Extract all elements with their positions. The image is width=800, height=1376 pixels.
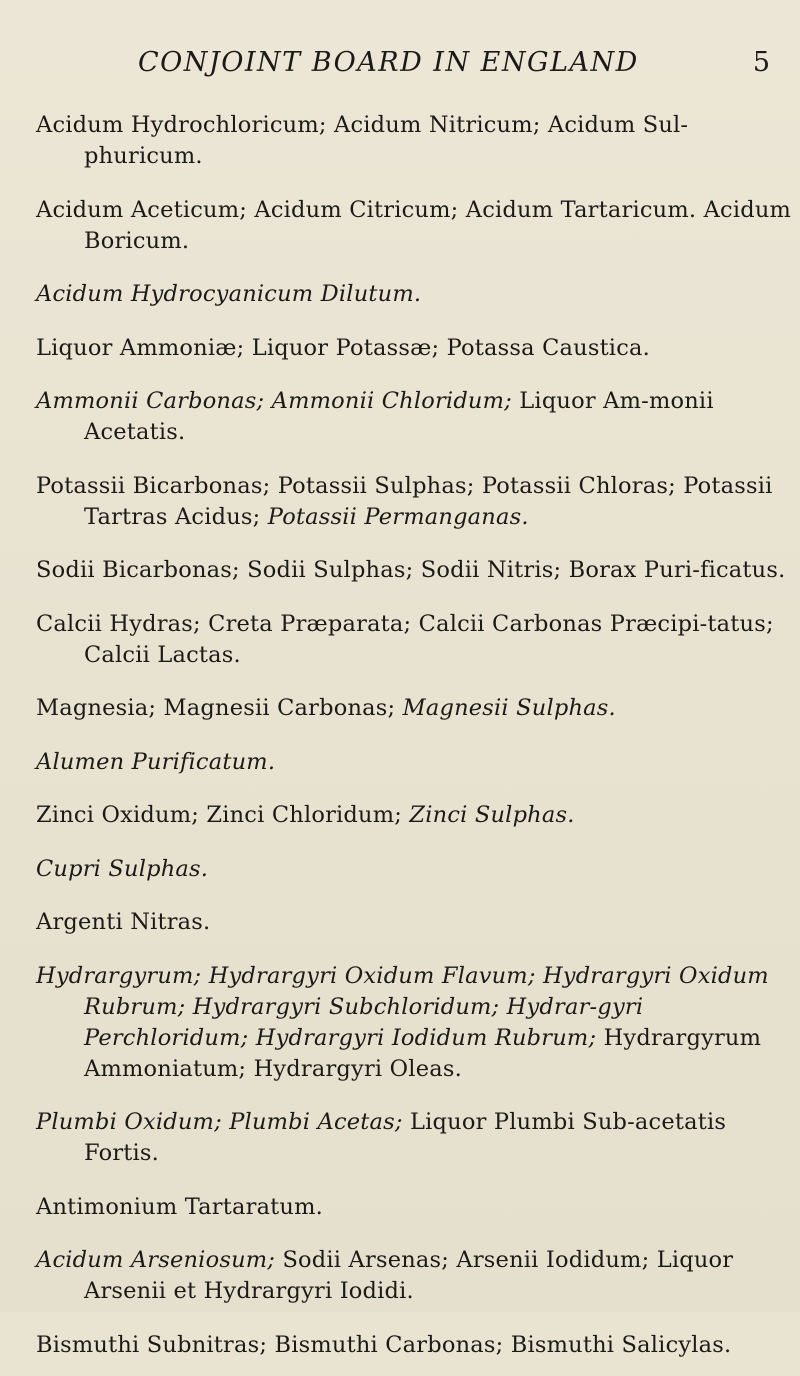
list-entry [36, 1245, 796, 1307]
entry-text: Magnesii Sulphas. [402, 695, 616, 721]
entry-text: Liquor Ammoniæ; Liquor Potassæ; Potassa Caustica. [36, 334, 650, 361]
entry-text: Plumbi Oxidum; Plumbi Acetas; [36, 1109, 403, 1135]
entry-text: Acidum Hydrocyanicum Dilutum. [36, 281, 422, 307]
substance-list [36, 110, 796, 1376]
list-entry [36, 333, 796, 364]
entry-text: Sodii Bicarbonas; Sodii Sulphas; Sodii Nitris; Borax Puri-ficatus. [36, 557, 786, 583]
list-entry [36, 1330, 796, 1361]
list-entry [36, 800, 796, 831]
entry-text: Acidum Aceticum; Acidum Citricum; Acidum Tartaricum. Acidum Boricum. [36, 196, 792, 254]
running-title: CONJOINT BOARD IN ENGLAND [138, 47, 639, 78]
list-entry [36, 279, 796, 310]
entry-text: Acidum Arseniosum; [36, 1247, 276, 1273]
entry-text: Potassii Permanganas. [267, 503, 529, 530]
list-entry [36, 1192, 796, 1223]
list-entry [36, 110, 796, 172]
list-entry [36, 747, 796, 778]
entry-text: Hydrargyrum Ammoniatum; Hydrargyri Oleas. [84, 1024, 762, 1082]
entry-text: Zinci Oxidum; Zinci Chloridum; [36, 802, 410, 828]
entry-text: Acidum Hydrochloricum; Acidum Nitricum; Acidum Sul-phuricum. [36, 112, 689, 169]
list-entry [36, 471, 796, 533]
list-entry [36, 854, 796, 885]
entry-text: Bismuthi Subnitras; Bismuthi Carbonas; Bismuthi Salicylas. [36, 1331, 732, 1358]
list-entry [36, 609, 796, 671]
entry-text: Ammonii Carbonas; Ammonii Chloridum; [36, 388, 512, 414]
entry-text: Liquor Am-monii Acetatis. [84, 388, 714, 445]
entry-text: Magnesia; Magnesii Carbonas; [36, 695, 403, 721]
page-header [0, 47, 800, 87]
entry-text: Cupri Sulphas. [36, 855, 209, 882]
entry-text: Alumen Purificatum. [36, 748, 276, 775]
entry-text: Liquor Plumbi Sub-acetatis Fortis. [84, 1109, 727, 1166]
list-entry [36, 555, 796, 586]
entry-text: Calcii Hydras; Creta Præparata; Calcii Carbonas Præcipi-tatus; Calcii Lactas. [36, 610, 774, 668]
list-entry [36, 961, 796, 1085]
list-entry [36, 386, 796, 448]
entry-text: Zinci Sulphas. [409, 802, 575, 828]
list-entry [36, 907, 796, 938]
list-entry [36, 693, 796, 724]
list-entry [36, 195, 796, 257]
page-number: 5 [752, 47, 770, 78]
entry-text: Hydrargyrum; Hydrargyri Oxidum Flavum; Hydrargyri Oxidum Rubrum; Hydrargyri Subchloridum; Hydrar-gyri Perchloridum; Hydrargyri Iodidum Rubrum; [36, 962, 769, 1051]
entry-text: Argenti Nitras. [36, 909, 211, 935]
entry-text: Potassii Bicarbonas; Potassii Sulphas; Potassii Chloras; Potassii Tartras Acidus; [36, 472, 773, 530]
entry-text: Antimonium Tartaratum. [36, 1193, 324, 1220]
list-entry [36, 1107, 796, 1169]
entry-text: Sodii Arsenas; Arsenii Iodidum; Liquor Arsenii et Hydrargyri Iodidi. [84, 1247, 734, 1304]
